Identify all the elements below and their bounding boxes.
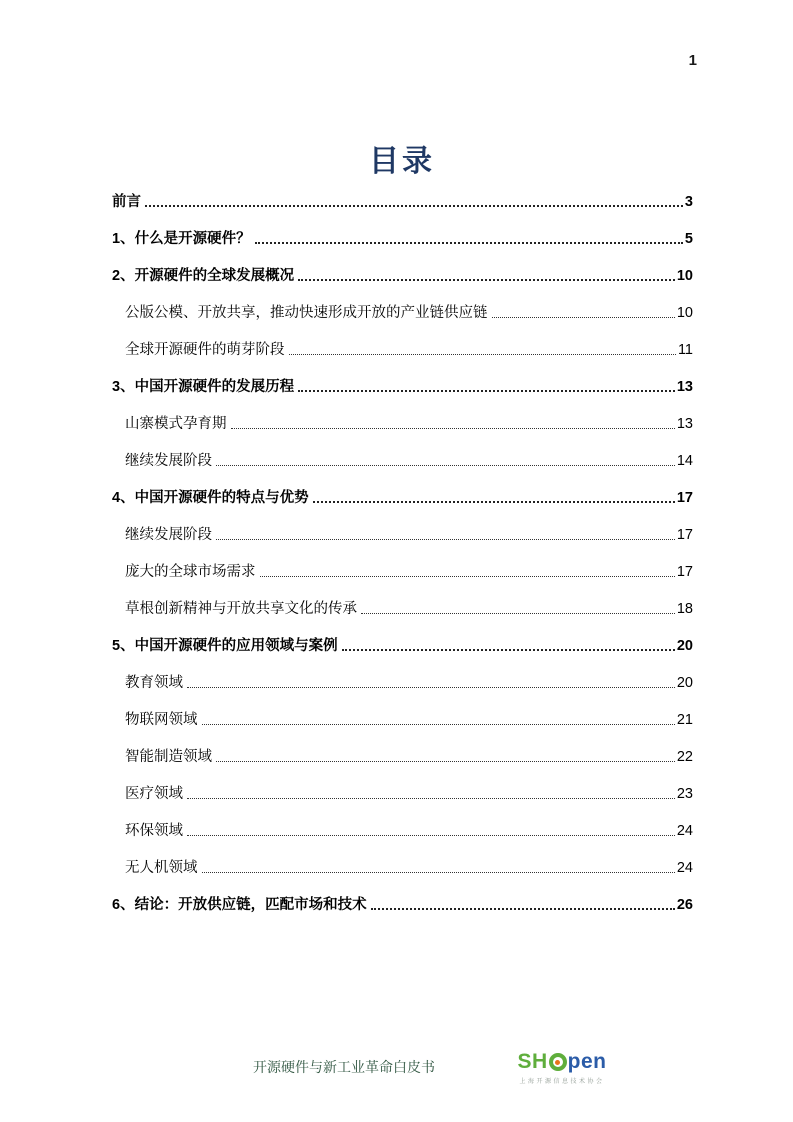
toc-entry-label: 无人机领域: [125, 860, 198, 876]
toc-leader-dots: [202, 724, 675, 725]
toc-entry[interactable]: [112, 305, 693, 321]
toc-entry-label: 环保领域: [125, 823, 183, 839]
toc-leader-dots: [187, 687, 675, 688]
toc-leader-dots: [313, 501, 675, 503]
toc-entry[interactable]: [112, 268, 693, 284]
toc-entry[interactable]: [112, 601, 693, 617]
shopen-logo: [506, 1051, 618, 1085]
toc-entry-page-number: 17: [676, 564, 693, 580]
toc-entry-page-number: 13: [676, 379, 693, 395]
toc-entry-label: 6、结论：开放供应链，匹配市场和技术: [112, 897, 367, 913]
toc-entry[interactable]: [112, 527, 693, 543]
toc-leader-dots: [145, 205, 683, 207]
page-title: 目录: [369, 145, 435, 179]
table-of-contents: [112, 194, 693, 934]
toc-entry-page-number: 26: [676, 897, 693, 913]
toc-entry-page-number: 17: [676, 490, 693, 506]
toc-entry[interactable]: [112, 490, 693, 506]
toc-entry-label: 草根创新精神与开放共享文化的传承: [125, 601, 357, 617]
toc-leader-dots: [202, 872, 675, 873]
toc-entry-label: 2、开源硬件的全球发展概况: [112, 268, 295, 284]
toc-entry-label: 教育领域: [125, 675, 183, 691]
toc-leader-dots: [298, 279, 675, 281]
toc-leader-dots: [260, 576, 675, 577]
logo-circle-icon: [549, 1053, 567, 1071]
toc-entry-label: 1、什么是开源硬件？: [112, 231, 251, 247]
logo-text-pen: pen: [567, 1050, 607, 1073]
toc-entry-page-number: 23: [676, 786, 693, 802]
logo-tagline: 上海开源信息技术协会: [519, 1079, 605, 1085]
toc-entry-label: 4、中国开源硬件的特点与优势: [112, 490, 309, 506]
toc-leader-dots: [371, 908, 675, 910]
toc-entry-label: 继续发展阶段: [125, 453, 212, 469]
toc-entry-page-number: 10: [676, 305, 693, 321]
shopen-logo-wordmark: [506, 1051, 618, 1073]
toc-entry[interactable]: [112, 897, 693, 913]
toc-entry-page-number: 20: [676, 675, 693, 691]
toc-entry-label: 前言: [112, 194, 141, 210]
toc-entry-label: 庞大的全球市场需求: [125, 564, 256, 580]
toc-leader-dots: [216, 539, 675, 540]
toc-entry[interactable]: [112, 823, 693, 839]
toc-leader-dots: [298, 390, 675, 392]
toc-entry-page-number: 24: [676, 823, 693, 839]
toc-entry-label: 继续发展阶段: [125, 527, 212, 543]
toc-leader-dots: [255, 242, 683, 244]
toc-entry[interactable]: [112, 638, 693, 654]
toc-leader-dots: [342, 649, 675, 651]
toc-leader-dots: [361, 613, 675, 614]
toc-entry-page-number: 10: [676, 268, 693, 284]
toc-entry-label: 智能制造领域: [125, 749, 212, 765]
toc-entry-label: 5、中国开源硬件的应用领域与案例: [112, 638, 338, 654]
toc-entry-page-number: 5: [684, 231, 693, 247]
toc-entry-label: 3、中国开源硬件的发展历程: [112, 379, 295, 395]
toc-entry-label: 全球开源硬件的萌芽阶段: [125, 342, 285, 358]
toc-entry-page-number: 20: [676, 638, 693, 654]
logo-text-sh: SH: [517, 1050, 548, 1073]
toc-entry[interactable]: [112, 453, 693, 469]
toc-entry-page-number: 13: [676, 416, 693, 432]
toc-entry-page-number: 14: [676, 453, 693, 469]
toc-entry-label: 公版公模、开放共享，推动快速形成开放的产业链供应链: [125, 305, 488, 321]
toc-entry[interactable]: [112, 564, 693, 580]
toc-entry[interactable]: [112, 416, 693, 432]
page-number: 1: [688, 52, 697, 69]
toc-leader-dots: [187, 798, 675, 799]
toc-leader-dots: [231, 428, 675, 429]
toc-entry[interactable]: [112, 786, 693, 802]
logo-circle-dot: [555, 1060, 560, 1065]
toc-leader-dots: [289, 354, 676, 355]
toc-entry-page-number: 24: [676, 860, 693, 876]
toc-entry[interactable]: [112, 675, 693, 691]
toc-entry-page-number: 17: [676, 527, 693, 543]
toc-leader-dots: [492, 317, 675, 318]
toc-entry[interactable]: [112, 231, 693, 247]
toc-entry-page-number: 18: [676, 601, 693, 617]
toc-entry-label: 山寨模式孕育期: [125, 416, 227, 432]
footer-document-title: 开源硬件与新工业革命白皮书: [253, 1059, 435, 1075]
toc-entry[interactable]: [112, 342, 693, 358]
toc-entry-page-number: 21: [676, 712, 693, 728]
toc-entry-label: 物联网领域: [125, 712, 198, 728]
toc-entry[interactable]: [112, 860, 693, 876]
toc-entry-label: 医疗领域: [125, 786, 183, 802]
toc-entry-page-number: 22: [676, 749, 693, 765]
toc-entry-page-number: 3: [684, 194, 693, 210]
toc-leader-dots: [216, 761, 675, 762]
toc-entry[interactable]: [112, 749, 693, 765]
toc-entry[interactable]: [112, 194, 693, 210]
toc-entry[interactable]: [112, 379, 693, 395]
toc-leader-dots: [216, 465, 675, 466]
toc-entry-page-number: 11: [677, 342, 693, 358]
toc-leader-dots: [187, 835, 675, 836]
toc-entry[interactable]: [112, 712, 693, 728]
